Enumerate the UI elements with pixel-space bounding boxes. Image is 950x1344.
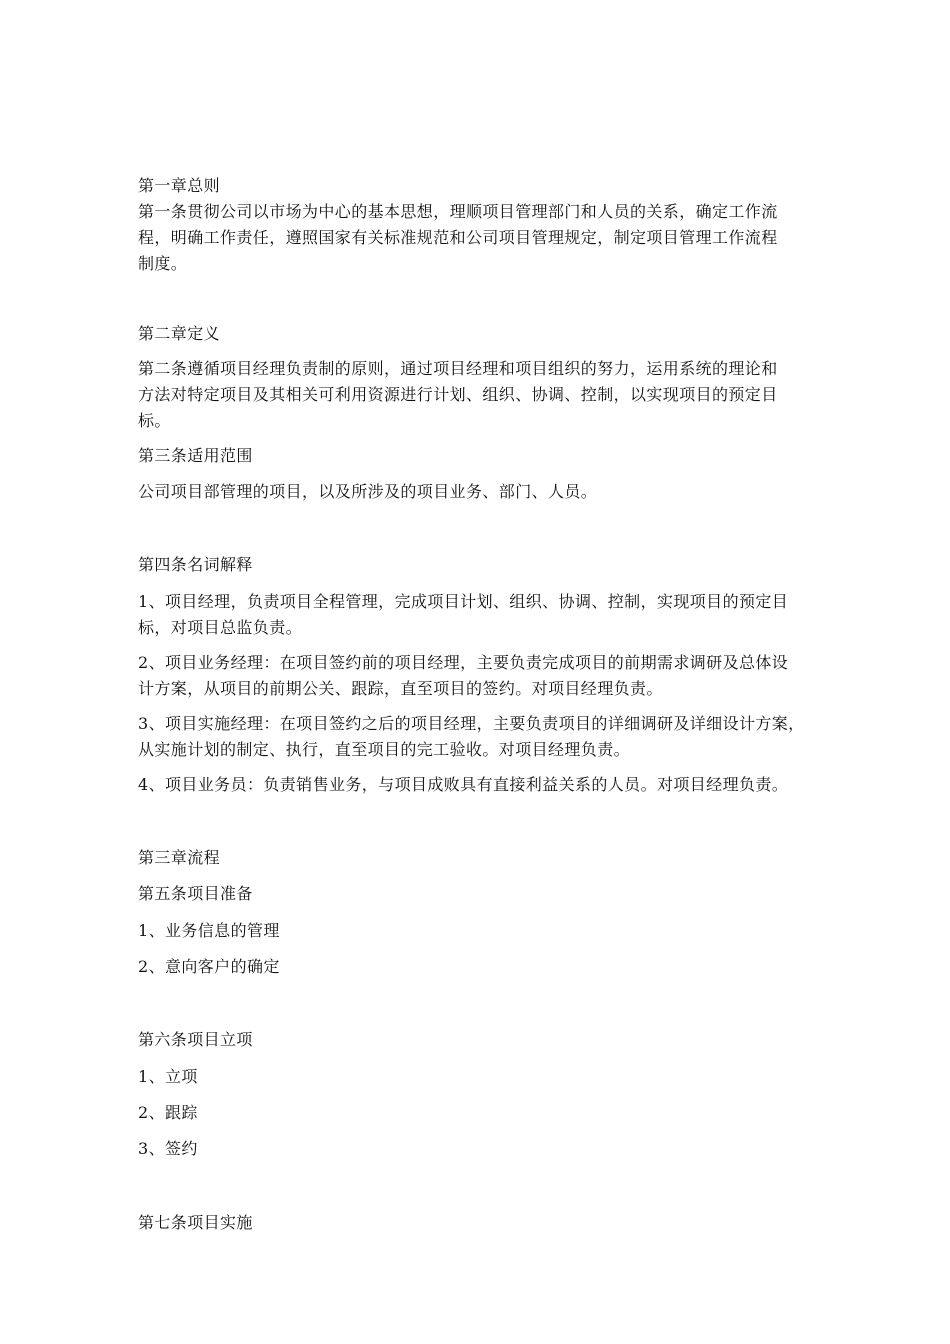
article-6-item-3: 3、签约	[138, 1139, 198, 1158]
article-7-title: 第七条项目实施	[138, 1213, 253, 1232]
definition-3-line-1: 3、项目实施经理：在项目签约之后的项目经理，主要负责项目的详细调研及详细设计方案，	[138, 714, 805, 733]
article-6-item-1: 1、立项	[138, 1067, 198, 1086]
article-1-line-1: 第一条贯彻公司以市场为中心的基本思想，理顺项目管理部门和人员的关系，确定工作流	[138, 202, 778, 221]
definition-1-line-2: 标，对项目总监负责。	[138, 618, 303, 637]
definition-1-line-1: 1、项目经理，负责项目全程管理，完成项目计划、组织、协调、控制，实现项目的预定目	[138, 592, 789, 611]
chapter-3-title: 第三章流程	[138, 848, 221, 867]
article-3-text: 公司项目部管理的项目，以及所涉及的项目业务、部门、人员。	[138, 482, 598, 501]
definition-2-line-2: 计方案，从项目的前期公关、跟踪，直至项目的签约。对项目经理负责。	[138, 679, 663, 698]
definition-4: 4、项目业务员：负责销售业务，与项目成败具有直接利益关系的人员。对项目经理负责。	[138, 775, 789, 794]
article-5-title: 第五条项目准备	[138, 884, 253, 903]
article-6-title: 第六条项目立项	[138, 1030, 253, 1049]
definition-2-line-1: 2、项目业务经理：在项目签约前的项目经理，主要负责完成项目的前期需求调研及总体设	[138, 653, 789, 672]
article-4-title: 第四条名词解释	[138, 555, 253, 574]
article-2-line-2: 方法对特定项目及其相关可利用资源进行计划、组织、协调、控制，以实现项目的预定目	[138, 385, 778, 404]
article-1-line-3: 制度。	[138, 254, 188, 273]
chapter-2-title: 第二章定义	[138, 324, 221, 343]
article-2-line-1: 第二条遵循项目经理负责制的原则，通过项目经理和项目组织的努力，运用系统的理论和	[138, 359, 778, 378]
article-1-line-2: 程，明确工作责任，遵照国家有关标准规范和公司项目管理规定，制定项目管理工作流程	[138, 228, 778, 247]
article-3-title: 第三条适用范围	[138, 446, 253, 465]
article-5-item-1: 1、业务信息的管理	[138, 921, 280, 940]
chapter-1-title: 第一章总则	[138, 176, 221, 195]
article-6-item-2: 2、跟踪	[138, 1103, 198, 1122]
article-2-line-3: 标。	[138, 411, 171, 430]
article-5-item-2: 2、意向客户的确定	[138, 957, 280, 976]
definition-3-line-2: 从实施计划的制定、执行，直至项目的完工验收。对项目经理负责。	[138, 740, 631, 759]
